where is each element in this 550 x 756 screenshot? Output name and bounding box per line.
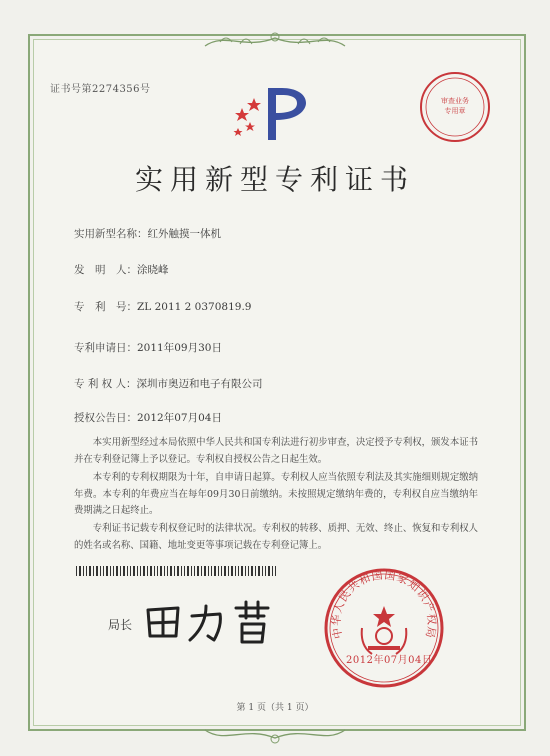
patentee-row <box>74 376 263 391</box>
body-paragraph: 专利证书记载专利权登记时的法律状况。专利权的转移、质押、无效、终止、恢复和专利权人的姓名或名称、国籍、地址变更等事项记载在专利登记簿上。 <box>74 523 478 551</box>
page-number: 第 1 页（共 1 页） <box>236 703 314 713</box>
field-label: 专 利 号： <box>74 301 137 313</box>
body-paragraph: 本实用新型经过本局依照中华人民共和国专利法进行初步审查，决定授予专利权，颁发本证书并在专利登记簿上予以登记。专利权自授权公告之日起生效。 <box>74 437 478 465</box>
certificate-title: 实用新型专利证书 <box>134 163 415 196</box>
sipo-logo-icon <box>222 82 322 146</box>
field-value: ZL 2011 2 0370819.9 <box>137 301 252 313</box>
field-label: 专 利 权 人： <box>74 378 137 390</box>
svg-text:审查业务: 审查业务 <box>441 97 469 105</box>
field-value: 涂晓峰 <box>137 264 169 276</box>
decorative-vine-top <box>200 28 350 54</box>
office-seal-icon <box>418 70 492 144</box>
decorative-vine-bottom <box>200 722 350 748</box>
field-value: 2012年07月04日 <box>137 412 222 424</box>
field-label: 专利申请日： <box>74 342 137 354</box>
utility-model-name-row <box>74 226 221 241</box>
seal-date: 2012年07月04日 <box>346 655 433 666</box>
filing-date-row <box>74 340 222 355</box>
field-label: 实用新型名称： <box>74 228 148 240</box>
field-label: 发 明 人： <box>74 264 137 276</box>
field-value: 深圳市奥迈和电子有限公司 <box>136 378 263 390</box>
patent-number-row <box>74 299 251 314</box>
body-paragraph: 本专利的专利权期限为十年，自申请日起算。专利权人应当依照专利法及其实施细则规定缴纳年费。本专利的年费应当在每年09月30日前缴纳。未按照规定缴纳年费的，专利权自应当缴纳年费期满之日起终止。 <box>74 472 478 516</box>
certificate-number: 证书号第2274356号 <box>50 84 151 95</box>
inventor-row <box>74 262 169 277</box>
field-label: 授权公告日： <box>74 412 137 424</box>
svg-text:专用章: 专用章 <box>444 107 466 115</box>
grant-date-row <box>74 410 222 425</box>
director-label: 局长 <box>108 618 133 632</box>
barcode-icon <box>76 566 276 576</box>
official-seal-icon <box>322 566 446 690</box>
field-value: 红外触摸一体机 <box>147 228 221 240</box>
director-signature <box>140 596 290 646</box>
field-value: 2011年09月30日 <box>137 342 222 354</box>
svg-text:中华人民共和国国家知识产权局: 中华人民共和国国家知识产权局 <box>329 568 439 640</box>
